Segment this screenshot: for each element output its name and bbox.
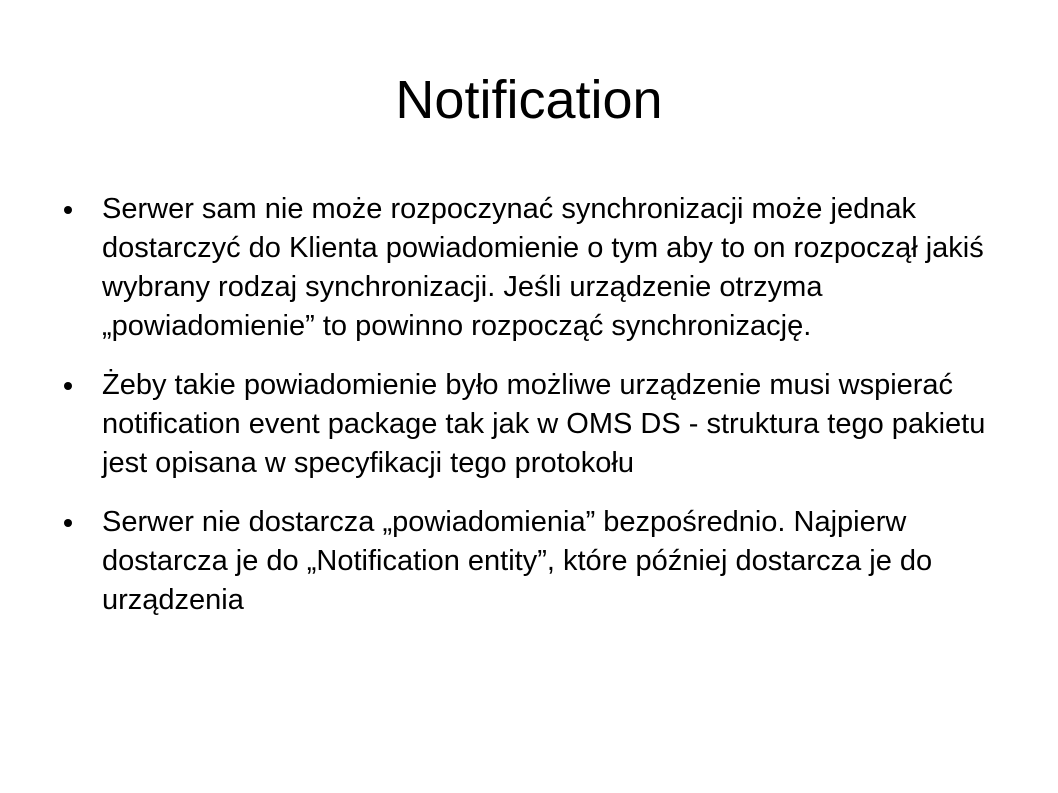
bullet-list xyxy=(64,190,994,640)
bullet-item xyxy=(64,503,994,620)
bullet-dot-icon xyxy=(64,206,72,214)
bullet-dot-icon xyxy=(64,519,72,527)
bullet-item xyxy=(64,190,994,346)
bullet-text: Serwer nie dostarcza „powiadomienia” bezpośrednio. Najpierw dostarcza je do „Notification entity”, które później dostarcza je do urządzenia xyxy=(102,506,933,616)
bullet-text: Serwer sam nie może rozpoczynać synchronizacji może jednak dostarczyć do Klienta powiadomienie o tym aby to on rozpoczął jakiś wybrany rodzaj synchronizacji. Jeśli urządzenie otrzyma „powiadomienie” to powinno rozpocząć synchronizację. xyxy=(102,193,984,342)
slide-title: Notification xyxy=(395,70,663,130)
bullet-dot-icon xyxy=(64,382,72,390)
bullet-item xyxy=(64,366,994,483)
bullet-text: Żeby takie powiadomienie było możliwe urządzenie musi wspierać notification event package tak jak w OMS DS - struktura tego pakietu jest opisana w specyfikacji tego protokołu xyxy=(102,369,986,479)
